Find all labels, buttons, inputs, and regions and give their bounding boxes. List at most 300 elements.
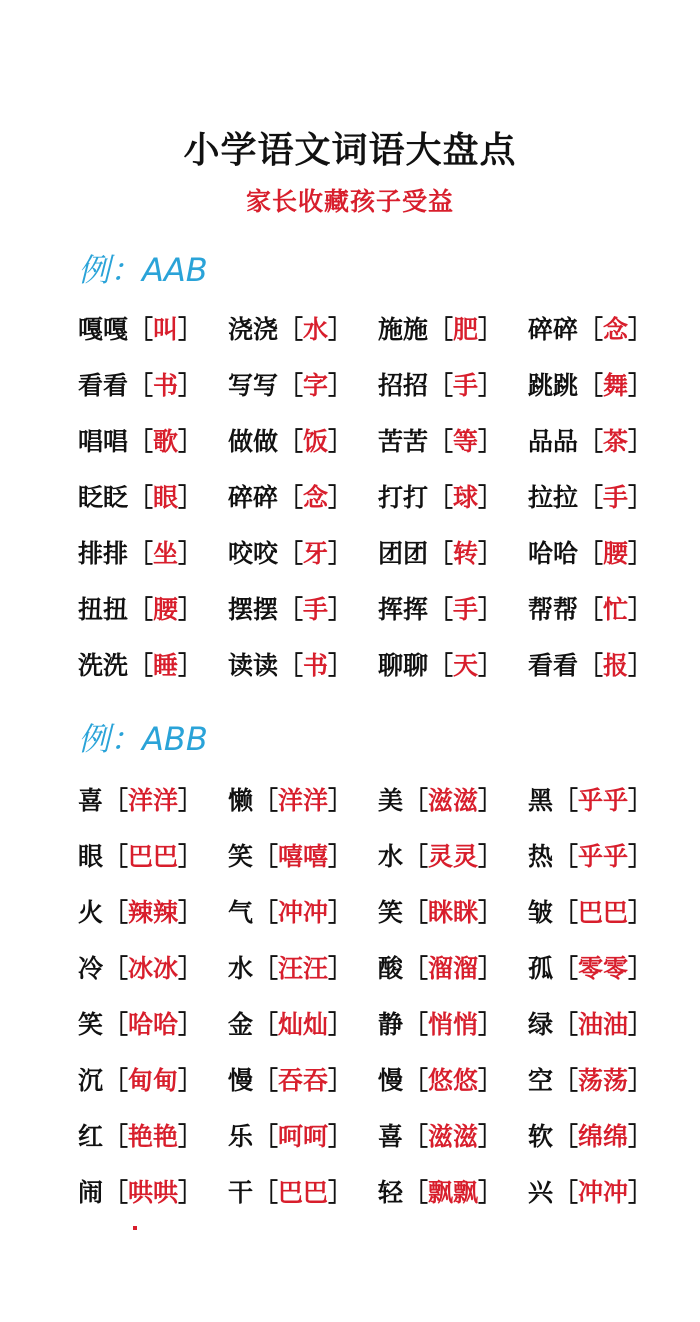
open-bracket: ［ [278, 371, 304, 400]
open-bracket: ［ [428, 427, 454, 456]
word-item [378, 478, 528, 514]
close-bracket: ］ [178, 483, 204, 512]
answer-text: 水 [303, 315, 329, 344]
answer-text: 零零 [578, 954, 629, 983]
word-text: 苦苦 [378, 427, 429, 456]
word-text: 轻 [378, 1178, 404, 1207]
word-text: 空 [528, 1066, 554, 1095]
word-text: 笑 [78, 1010, 104, 1039]
open-bracket: ［ [278, 595, 304, 624]
decorative-dot [133, 1226, 137, 1230]
close-bracket: ］ [178, 371, 204, 400]
word-text: 美 [378, 786, 404, 815]
word-text: 懒 [228, 786, 254, 815]
answer-text: 悄悄 [428, 1010, 479, 1039]
word-text: 嘎嘎 [78, 315, 129, 344]
answer-text: 滋滋 [428, 786, 479, 815]
word-text: 喜 [78, 786, 104, 815]
open-bracket: ［ [553, 954, 579, 983]
close-bracket: ］ [628, 539, 654, 568]
close-bracket: ］ [328, 1010, 354, 1039]
word-text: 皱 [528, 898, 554, 927]
open-bracket: ［ [128, 371, 154, 400]
open-bracket: ［ [553, 1010, 579, 1039]
close-bracket: ］ [628, 483, 654, 512]
word-item [228, 1061, 378, 1097]
answer-text: 吞吞 [278, 1066, 329, 1095]
word-grid-abb [78, 771, 678, 1219]
close-bracket: ］ [328, 786, 354, 815]
word-text: 气 [228, 898, 254, 927]
word-text: 慢 [228, 1066, 254, 1095]
open-bracket: ［ [428, 595, 454, 624]
word-text: 扭扭 [78, 595, 129, 624]
answer-text: 歌 [153, 427, 179, 456]
word-text: 慢 [378, 1066, 404, 1095]
word-item [78, 310, 228, 346]
word-item [78, 837, 228, 873]
close-bracket: ］ [328, 315, 354, 344]
answer-text: 灵灵 [428, 842, 479, 871]
close-bracket: ］ [628, 954, 654, 983]
open-bracket: ［ [578, 315, 604, 344]
open-bracket: ［ [253, 1122, 279, 1151]
close-bracket: ］ [478, 1066, 504, 1095]
open-bracket: ［ [128, 427, 154, 456]
close-bracket: ］ [628, 371, 654, 400]
close-bracket: ］ [478, 483, 504, 512]
word-item [378, 1005, 528, 1041]
open-bracket: ［ [128, 315, 154, 344]
open-bracket: ［ [578, 483, 604, 512]
open-bracket: ［ [103, 1066, 129, 1095]
open-bracket: ［ [103, 954, 129, 983]
close-bracket: ］ [178, 898, 204, 927]
answer-text: 书 [153, 371, 179, 400]
answer-text: 茶 [603, 427, 629, 456]
word-item [78, 1117, 228, 1153]
word-text: 软 [528, 1122, 554, 1151]
close-bracket: ］ [478, 954, 504, 983]
answer-text: 冲冲 [278, 898, 329, 927]
word-item [78, 893, 228, 929]
open-bracket: ［ [578, 539, 604, 568]
close-bracket: ］ [478, 539, 504, 568]
close-bracket: ］ [328, 427, 354, 456]
close-bracket: ］ [478, 595, 504, 624]
answer-text: 天 [453, 651, 479, 680]
open-bracket: ［ [553, 786, 579, 815]
close-bracket: ］ [478, 1010, 504, 1039]
answer-text: 汪汪 [278, 954, 329, 983]
word-item [228, 893, 378, 929]
word-item [78, 781, 228, 817]
word-item [228, 949, 378, 985]
word-row [78, 580, 678, 636]
word-item [228, 534, 378, 570]
close-bracket: ］ [478, 1178, 504, 1207]
answer-text: 手 [303, 595, 329, 624]
word-row [78, 995, 678, 1051]
word-row [78, 1051, 678, 1107]
answer-text: 冰冰 [128, 954, 179, 983]
word-row [78, 771, 678, 827]
word-text: 团团 [378, 539, 429, 568]
answer-text: 腰 [603, 539, 629, 568]
word-item [378, 534, 528, 570]
word-item [228, 590, 378, 626]
word-text: 冷 [78, 954, 104, 983]
close-bracket: ］ [178, 954, 204, 983]
answer-text: 乎乎 [578, 786, 629, 815]
answer-text: 转 [453, 539, 479, 568]
open-bracket: ［ [428, 539, 454, 568]
open-bracket: ［ [253, 842, 279, 871]
word-item [528, 590, 678, 626]
answer-text: 洋洋 [278, 786, 329, 815]
word-item [78, 478, 228, 514]
answer-text: 眯眯 [428, 898, 479, 927]
answer-text: 哄哄 [128, 1178, 179, 1207]
close-bracket: ］ [328, 1178, 354, 1207]
close-bracket: ］ [478, 898, 504, 927]
answer-text: 呵呵 [278, 1122, 329, 1151]
close-bracket: ］ [328, 898, 354, 927]
word-item [528, 837, 678, 873]
answer-text: 念 [303, 483, 329, 512]
close-bracket: ］ [178, 786, 204, 815]
word-text: 喜 [378, 1122, 404, 1151]
word-text: 唱唱 [78, 427, 129, 456]
close-bracket: ］ [628, 427, 654, 456]
close-bracket: ］ [628, 1066, 654, 1095]
answer-text: 牙 [303, 539, 329, 568]
open-bracket: ［ [128, 595, 154, 624]
answer-text: 甸甸 [128, 1066, 179, 1095]
answer-text: 辣辣 [128, 898, 179, 927]
word-item [78, 949, 228, 985]
word-item [528, 478, 678, 514]
word-item [378, 893, 528, 929]
close-bracket: ］ [178, 651, 204, 680]
word-row [78, 468, 678, 524]
word-item [78, 422, 228, 458]
close-bracket: ］ [178, 315, 204, 344]
word-item [528, 1005, 678, 1041]
answer-text: 滋滋 [428, 1122, 479, 1151]
word-text: 浇浇 [228, 315, 279, 344]
word-text: 笑 [378, 898, 404, 927]
answer-text: 艳艳 [128, 1122, 179, 1151]
word-item [78, 646, 228, 682]
open-bracket: ［ [553, 1122, 579, 1151]
word-item [78, 1005, 228, 1041]
word-item [378, 1117, 528, 1153]
word-row [78, 524, 678, 580]
open-bracket: ［ [253, 1010, 279, 1039]
close-bracket: ］ [178, 427, 204, 456]
word-text: 看看 [78, 371, 129, 400]
open-bracket: ［ [253, 1066, 279, 1095]
word-text: 水 [228, 954, 254, 983]
word-item [228, 310, 378, 346]
answer-text: 手 [453, 371, 479, 400]
word-text: 招招 [378, 371, 429, 400]
word-item [378, 422, 528, 458]
answer-text: 油油 [578, 1010, 629, 1039]
word-item [78, 590, 228, 626]
close-bracket: ］ [178, 842, 204, 871]
close-bracket: ］ [478, 427, 504, 456]
word-item [528, 310, 678, 346]
answer-text: 饭 [303, 427, 329, 456]
word-text: 写写 [228, 371, 279, 400]
word-item [378, 646, 528, 682]
word-text: 碎碎 [528, 315, 579, 344]
open-bracket: ［ [103, 1122, 129, 1151]
word-item [528, 1173, 678, 1209]
answer-text: 报 [603, 651, 629, 680]
word-text: 红 [78, 1122, 104, 1151]
word-text: 读读 [228, 651, 279, 680]
answer-text: 舞 [603, 371, 629, 400]
open-bracket: ［ [103, 898, 129, 927]
word-row [78, 636, 678, 692]
answer-text: 书 [303, 651, 329, 680]
close-bracket: ］ [628, 315, 654, 344]
word-text: 打打 [378, 483, 429, 512]
close-bracket: ］ [628, 1010, 654, 1039]
close-bracket: ］ [178, 1010, 204, 1039]
word-text: 品品 [528, 427, 579, 456]
answer-text: 眼 [153, 483, 179, 512]
word-item [378, 949, 528, 985]
word-item [528, 949, 678, 985]
word-item [228, 1173, 378, 1209]
word-grid-aab [78, 300, 678, 692]
word-text: 黑 [528, 786, 554, 815]
word-text: 热 [528, 842, 554, 871]
word-row [78, 356, 678, 412]
open-bracket: ［ [403, 1178, 429, 1207]
answer-text: 绵绵 [578, 1122, 629, 1151]
open-bracket: ［ [278, 651, 304, 680]
close-bracket: ］ [328, 483, 354, 512]
word-text: 水 [378, 842, 404, 871]
word-item [378, 366, 528, 402]
word-row [78, 939, 678, 995]
close-bracket: ］ [628, 786, 654, 815]
close-bracket: ］ [178, 1178, 204, 1207]
word-text: 哈哈 [528, 539, 579, 568]
word-item [528, 1117, 678, 1153]
word-item [528, 781, 678, 817]
word-item [228, 422, 378, 458]
answer-text: 字 [303, 371, 329, 400]
word-item [378, 1173, 528, 1209]
close-bracket: ］ [628, 1122, 654, 1151]
open-bracket: ［ [403, 786, 429, 815]
answer-text: 巴巴 [128, 842, 179, 871]
word-item [228, 1117, 378, 1153]
word-item [528, 534, 678, 570]
answer-text: 嘻嘻 [278, 842, 329, 871]
answer-text: 忙 [603, 595, 629, 624]
open-bracket: ［ [578, 371, 604, 400]
close-bracket: ］ [328, 1066, 354, 1095]
open-bracket: ［ [553, 1178, 579, 1207]
word-item [228, 646, 378, 682]
word-row [78, 1163, 678, 1219]
word-row [78, 300, 678, 356]
word-text: 咬咬 [228, 539, 279, 568]
word-text: 聊聊 [378, 651, 429, 680]
close-bracket: ］ [178, 1066, 204, 1095]
word-text: 洗洗 [78, 651, 129, 680]
open-bracket: ［ [253, 786, 279, 815]
word-text: 帮帮 [528, 595, 579, 624]
close-bracket: ］ [328, 842, 354, 871]
close-bracket: ］ [178, 1122, 204, 1151]
answer-text: 哈哈 [128, 1010, 179, 1039]
word-text: 跳跳 [528, 371, 579, 400]
open-bracket: ［ [253, 1178, 279, 1207]
word-text: 闹 [78, 1178, 104, 1207]
word-text: 孤 [528, 954, 554, 983]
word-text: 排排 [78, 539, 129, 568]
open-bracket: ［ [403, 1066, 429, 1095]
word-text: 做做 [228, 427, 279, 456]
word-item [378, 837, 528, 873]
answer-text: 飘飘 [428, 1178, 479, 1207]
word-item [78, 1173, 228, 1209]
close-bracket: ］ [178, 539, 204, 568]
close-bracket: ］ [328, 595, 354, 624]
open-bracket: ［ [103, 1010, 129, 1039]
open-bracket: ［ [403, 842, 429, 871]
section-label-abb: 例：ABB [78, 720, 208, 758]
open-bracket: ［ [553, 1066, 579, 1095]
close-bracket: ］ [628, 1178, 654, 1207]
word-item [378, 1061, 528, 1097]
open-bracket: ［ [553, 898, 579, 927]
word-item [378, 781, 528, 817]
word-item [78, 366, 228, 402]
word-item [528, 893, 678, 929]
word-text: 碎碎 [228, 483, 279, 512]
open-bracket: ［ [128, 539, 154, 568]
close-bracket: ］ [628, 898, 654, 927]
open-bracket: ［ [103, 842, 129, 871]
word-item [528, 1061, 678, 1097]
close-bracket: ］ [478, 315, 504, 344]
open-bracket: ［ [403, 954, 429, 983]
answer-text: 等 [453, 427, 479, 456]
answer-text: 悠悠 [428, 1066, 479, 1095]
page-title: 小学语文词语大盘点 [183, 130, 517, 171]
open-bracket: ［ [578, 651, 604, 680]
close-bracket: ］ [328, 651, 354, 680]
open-bracket: ［ [428, 651, 454, 680]
open-bracket: ［ [253, 898, 279, 927]
close-bracket: ］ [478, 1122, 504, 1151]
answer-text: 念 [603, 315, 629, 344]
word-text: 沉 [78, 1066, 104, 1095]
open-bracket: ［ [553, 842, 579, 871]
word-text: 眼 [78, 842, 104, 871]
open-bracket: ［ [128, 651, 154, 680]
word-text: 摆摆 [228, 595, 279, 624]
word-row [78, 827, 678, 883]
word-text: 眨眨 [78, 483, 129, 512]
open-bracket: ［ [403, 1010, 429, 1039]
close-bracket: ］ [478, 651, 504, 680]
answer-text: 腰 [153, 595, 179, 624]
close-bracket: ］ [328, 954, 354, 983]
open-bracket: ［ [428, 483, 454, 512]
open-bracket: ［ [103, 1178, 129, 1207]
answer-text: 手 [453, 595, 479, 624]
close-bracket: ］ [178, 595, 204, 624]
answer-text: 巴巴 [278, 1178, 329, 1207]
open-bracket: ［ [253, 954, 279, 983]
open-bracket: ［ [103, 786, 129, 815]
close-bracket: ］ [628, 595, 654, 624]
word-text: 酸 [378, 954, 404, 983]
open-bracket: ［ [128, 483, 154, 512]
open-bracket: ［ [278, 315, 304, 344]
open-bracket: ［ [278, 427, 304, 456]
answer-text: 溜溜 [428, 954, 479, 983]
word-item [528, 422, 678, 458]
word-item [228, 366, 378, 402]
answer-text: 球 [453, 483, 479, 512]
close-bracket: ］ [478, 842, 504, 871]
answer-text: 冲冲 [578, 1178, 629, 1207]
answer-text: 荡荡 [578, 1066, 629, 1095]
word-item [228, 781, 378, 817]
word-text: 看看 [528, 651, 579, 680]
word-text: 金 [228, 1010, 254, 1039]
word-text: 挥挥 [378, 595, 429, 624]
answer-text: 坐 [153, 539, 179, 568]
open-bracket: ［ [578, 595, 604, 624]
open-bracket: ［ [278, 539, 304, 568]
open-bracket: ［ [278, 483, 304, 512]
close-bracket: ］ [328, 1122, 354, 1151]
word-item [378, 590, 528, 626]
word-text: 静 [378, 1010, 404, 1039]
word-text: 施施 [378, 315, 429, 344]
open-bracket: ［ [428, 371, 454, 400]
close-bracket: ］ [328, 371, 354, 400]
close-bracket: ］ [628, 651, 654, 680]
open-bracket: ［ [428, 315, 454, 344]
answer-text: 灿灿 [278, 1010, 329, 1039]
word-text: 兴 [528, 1178, 554, 1207]
close-bracket: ］ [328, 539, 354, 568]
close-bracket: ］ [478, 371, 504, 400]
word-row [78, 412, 678, 468]
section-label-aab: 例：AAB [78, 251, 208, 289]
answer-text: 手 [603, 483, 629, 512]
word-text: 绿 [528, 1010, 554, 1039]
answer-text: 肥 [453, 315, 479, 344]
word-item [78, 534, 228, 570]
word-item [378, 310, 528, 346]
word-text: 笑 [228, 842, 254, 871]
word-row [78, 883, 678, 939]
